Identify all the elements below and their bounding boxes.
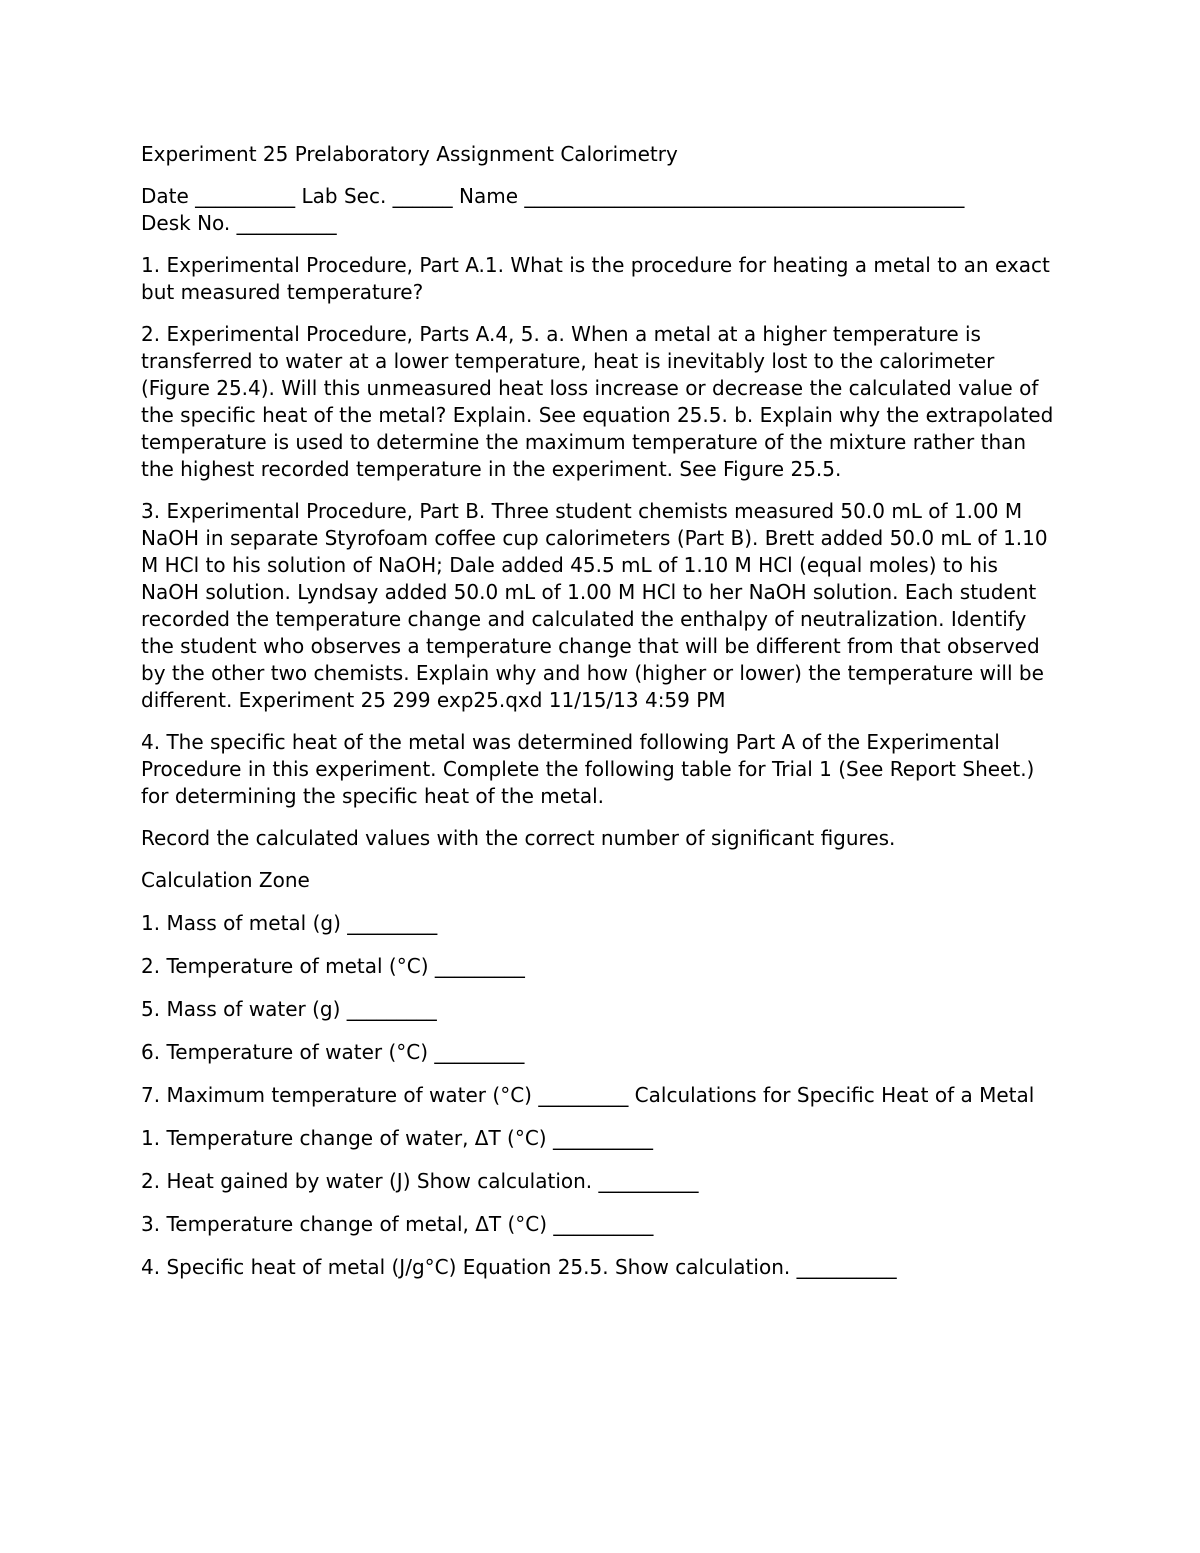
document-page (141, 141, 1061, 1297)
calc-item-specific-heat: 4. Specific heat of metal (J/g°C) Equation 25.5. Show calculation. __________ (141, 1255, 897, 1279)
question-2: 2. Experimental Procedure, Parts A.4, 5. a. When a metal at a higher temperature is transferred to water at a lower temperature, heat is inevitably lost to the calorimeter (Figure 25.4). Will this unmeasured heat loss increase or decrease the calculated value of the specific heat of the metal? Explain. See equation 25.5. b. Explain why the extrapolated temperature is used to determine the maximum temperature of the mixture rather than the highest recorded temperature in the experiment. See Figure 25.5. (141, 322, 1054, 481)
document-title: Experiment 25 Prelaboratory Assignment Calorimetry (141, 142, 678, 166)
calc-item-mass-of-water: 5. Mass of water (g) _________ (141, 997, 437, 1021)
calculation-zone-heading: Calculation Zone (141, 868, 310, 892)
calc-item-temperature-change-metal: 3. Temperature change of metal, ΔT (°C) __________ (141, 1212, 654, 1236)
question-3: 3. Experimental Procedure, Part B. Three student chemists measured 50.0 mL of 1.00 M NaOH in separate Styrofoam coffee cup calorimeters (Part B). Brett added 50.0 mL of 1.10 M HCl to his solution of NaOH; Dale added 45.5 mL of 1.10 M HCl (equal moles) to his NaOH solution. Lyndsay added 50.0 mL of 1.00 M HCl to her NaOH solution. Each student recorded the temperature change and calculated the enthalpy of neutralization. Identify the student who observes a temperature change that will be different from that observed by the other two chemists. Explain why and how (higher or lower) the temperature will be different. Experiment 25 299 exp25.qxd 11/15/13 4:59 PM (141, 499, 1048, 712)
calc-item-heat-gained: 2. Heat gained by water (J) Show calculation. __________ (141, 1169, 699, 1193)
calc-item-temperature-of-water: 6. Temperature of water (°C) _________ (141, 1040, 525, 1064)
calc-item-temperature-of-metal: 2. Temperature of metal (°C) _________ (141, 954, 525, 978)
calc-item-mass-of-metal: 1. Mass of metal (g) _________ (141, 911, 438, 935)
significant-figures-note: Record the calculated values with the correct number of significant figures. (141, 826, 896, 850)
question-4: 4. The specific heat of the metal was determined following Part A of the Experimental Procedure in this experiment. Complete the following table for Trial 1 (See Report Sheet.) for determining the specific heat of the metal. (141, 730, 1035, 808)
calc-item-maximum-temperature: 7. Maximum temperature of water (°C) _________ Calculations for Specific Heat of a Metal (141, 1083, 1035, 1107)
question-1: 1. Experimental Procedure, Part A.1. What is the procedure for heating a metal to an exact but measured temperature? (141, 253, 1050, 304)
header-fields-line: Date __________ Lab Sec. ______ Name ____________________________________________ (141, 184, 965, 208)
desk-number-line: Desk No. __________ (141, 211, 337, 235)
calc-item-temperature-change-water: 1. Temperature change of water, ΔT (°C) __________ (141, 1126, 653, 1150)
